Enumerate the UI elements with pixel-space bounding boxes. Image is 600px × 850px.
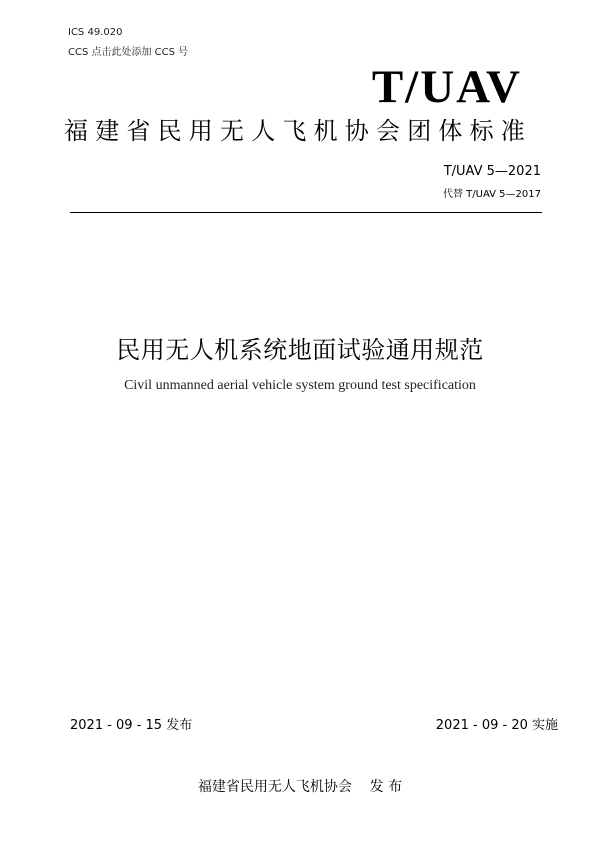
- ics-code: ICS 49.020: [68, 27, 123, 38]
- standard-brand: T/UAV: [371, 61, 522, 113]
- issuer: 福建省民用无人飞机协会 发 布: [197, 779, 403, 795]
- ccs-code: CCS 点击此处添加 CCS 号: [68, 47, 189, 58]
- document-title-cn: 民用无人机系统地面试验通用规范: [116, 336, 484, 364]
- standard-code: T/UAV 5—2021: [443, 164, 541, 179]
- implement-date: 2021 - 09 - 20 实施: [435, 718, 558, 733]
- header-divider: [70, 212, 542, 213]
- publish-date: 2021 - 09 - 15 发布: [70, 718, 193, 733]
- document-title-en: Civil unmanned aerial vehicle system ground test specification: [124, 378, 476, 393]
- organization-heading: 福建省民用无人飞机协会团体标准: [64, 117, 532, 145]
- replaces-code: 代替 T/UAV 5—2017: [442, 189, 541, 200]
